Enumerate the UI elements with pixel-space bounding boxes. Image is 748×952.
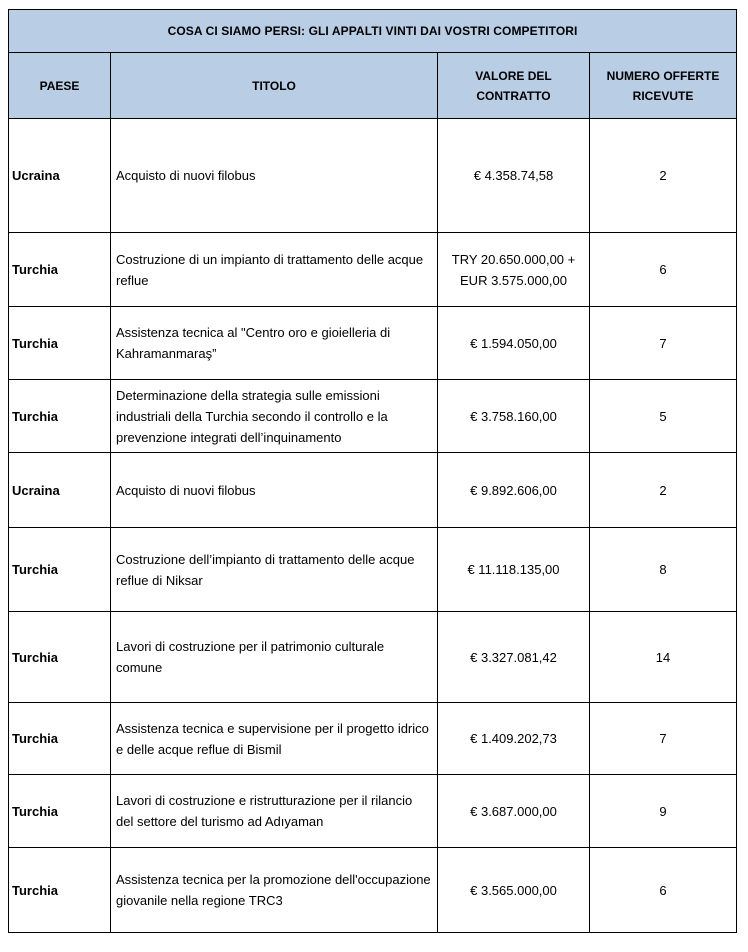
offers-cell: 6 [590,848,737,933]
header-offers-line2: RICEVUTE [632,88,694,103]
table-row [9,233,737,307]
title-cell: Acquisto di nuovi filobus [111,453,438,528]
table-row [9,848,737,933]
offers-cell: 7 [590,307,737,380]
contracts-table-wrapper [8,9,736,933]
header-value-line2: CONTRATTO [476,88,551,103]
header-offers [590,53,737,119]
country-cell: Turchia [9,703,111,775]
table-row [9,453,737,528]
header-title: TITOLO [111,53,438,119]
title-cell: Costruzione di un impianto di trattamento delle acque reflue [111,233,438,307]
title-cell: Costruzione dell’impianto di trattamento delle acque reflue di Niksar [111,528,438,612]
country-cell: Turchia [9,233,111,307]
value-cell: € 1.409.202,73 [438,703,590,775]
value-cell: € 3.565.000,00 [438,848,590,933]
offers-cell: 6 [590,233,737,307]
offers-cell: 9 [590,775,737,848]
table-row [9,307,737,380]
header-offers-line1: NUMERO OFFERTE [606,68,720,83]
header-row [9,53,737,119]
offers-cell: 14 [590,612,737,703]
table-row [9,528,737,612]
country-cell: Turchia [9,775,111,848]
value-cell: TRY 20.650.000,00 + EUR 3.575.000,00 [438,233,590,307]
table-row [9,703,737,775]
country-cell: Turchia [9,612,111,703]
country-cell: Turchia [9,380,111,453]
title-cell: Determinazione della strategia sulle emissioni industriali della Turchia secondo il controllo e la prevenzione integrati dell’inquinamento [111,380,438,453]
title-cell: Lavori di costruzione per il patrimonio culturale comune [111,612,438,703]
table-row [9,612,737,703]
country-cell: Turchia [9,307,111,380]
offers-cell: 2 [590,453,737,528]
offers-cell: 8 [590,528,737,612]
country-cell: Turchia [9,528,111,612]
offers-cell: 2 [590,119,737,233]
value-cell: € 4.358.74,58 [438,119,590,233]
value-cell: € 9.892.606,00 [438,453,590,528]
table-row [9,119,737,233]
value-cell: € 11.118.135,00 [438,528,590,612]
title-cell: Lavori di costruzione e ristrutturazione per il rilancio del settore del turismo ad Adıyaman [111,775,438,848]
header-value [438,53,590,119]
title-cell: Assistenza tecnica al "Centro oro e gioielleria di Kahramanmaraş” [111,307,438,380]
header-value-line1: VALORE DEL [475,68,552,83]
value-cell: € 3.687.000,00 [438,775,590,848]
value-cell: € 1.594.050,00 [438,307,590,380]
header-country: PAESE [9,53,111,119]
title-cell: Assistenza tecnica per la promozione dell'occupazione giovanile nella regione TRC3 [111,848,438,933]
title-cell: Assistenza tecnica e supervisione per il progetto idrico e delle acque reflue di Bismil [111,703,438,775]
contracts-table [8,9,737,933]
value-cell: € 3.758.160,00 [438,380,590,453]
country-cell: Ucraina [9,453,111,528]
table-row [9,775,737,848]
country-cell: Ucraina [9,119,111,233]
table-row [9,380,737,453]
offers-cell: 5 [590,380,737,453]
table-title: COSA CI SIAMO PERSI: GLI APPALTI VINTI DAI VOSTRI COMPETITORI [9,10,737,53]
value-cell: € 3.327.081,42 [438,612,590,703]
title-cell: Acquisto di nuovi filobus [111,119,438,233]
country-cell: Turchia [9,848,111,933]
offers-cell: 7 [590,703,737,775]
